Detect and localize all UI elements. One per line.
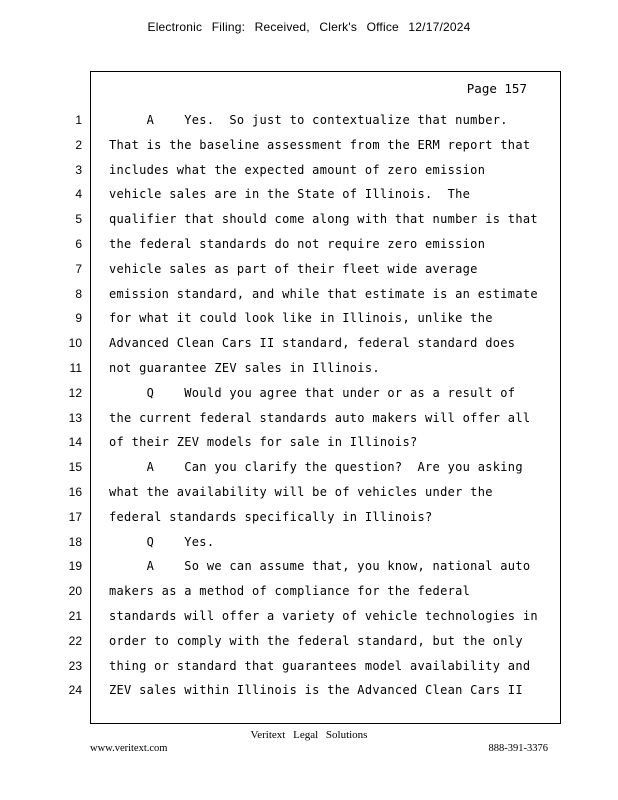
transcript-line xyxy=(0,331,618,356)
line-text: vehicle sales as part of their fleet wide average xyxy=(109,261,478,276)
transcript-line xyxy=(0,133,618,158)
transcript-line xyxy=(0,654,618,679)
filing-stamp: Electronic Filing: Received, Clerk's Office 12/17/2024 xyxy=(147,20,471,34)
line-text: Q Yes. xyxy=(109,534,215,549)
line-number: 3 xyxy=(75,162,82,177)
line-number: 17 xyxy=(68,509,82,524)
page-number: Page 157 xyxy=(466,81,527,96)
line-text: the federal standards do not require zero emission xyxy=(109,237,486,251)
line-number: 16 xyxy=(68,485,82,499)
transcript-line xyxy=(0,406,618,431)
transcript-line xyxy=(0,207,618,232)
line-text: not guarantee ZEV sales in Illinois. xyxy=(109,361,380,375)
transcript-line xyxy=(0,480,618,505)
transcript-line xyxy=(0,505,618,530)
transcript-line xyxy=(0,381,618,406)
line-text: Advanced Clean Cars II standard, federal standard does xyxy=(109,336,516,351)
transcript-line xyxy=(0,257,618,282)
line-text: A Yes. So just to contextualize that number. xyxy=(109,113,508,127)
line-number: 5 xyxy=(75,212,82,227)
transcript-line xyxy=(0,430,618,455)
line-text: A Can you clarify the question? Are you asking xyxy=(109,460,523,475)
footer-company: Veritext Legal Solutions xyxy=(250,729,368,741)
transcript-line xyxy=(0,678,618,703)
line-number: 8 xyxy=(75,286,82,301)
line-text: That is the baseline assessment from the ERM report that xyxy=(109,137,531,152)
transcript-line xyxy=(0,554,618,579)
line-text: of their ZEV models for sale in Illinois? xyxy=(109,435,418,450)
line-number: 10 xyxy=(68,336,82,351)
line-text: makers as a method of compliance for the federal xyxy=(109,584,471,599)
line-number: 7 xyxy=(75,261,82,276)
transcript-line xyxy=(0,530,618,555)
line-number: 15 xyxy=(68,460,82,475)
transcript-line xyxy=(0,182,618,207)
transcript-line xyxy=(0,232,618,257)
footer-website: www.veritext.com xyxy=(90,743,168,754)
line-text: emission standard, and while that estimate is an estimate xyxy=(109,286,538,301)
line-number: 13 xyxy=(68,410,82,425)
transcript-line xyxy=(0,282,618,307)
line-text: vehicle sales are in the State of Illinois. The xyxy=(109,187,471,202)
line-number: 19 xyxy=(68,559,82,574)
footer-phone: 888-391-3376 xyxy=(488,743,548,754)
transcript-line xyxy=(0,158,618,183)
transcript-line xyxy=(0,108,618,133)
line-number: 1 xyxy=(75,113,82,127)
line-number: 11 xyxy=(69,361,82,375)
line-number: 22 xyxy=(68,633,82,648)
line-text: federal standards specifically in Illinois? xyxy=(109,509,433,524)
line-number: 12 xyxy=(68,385,82,400)
transcript-line xyxy=(0,629,618,654)
line-text: ZEV sales within Illinois is the Advanced Clean Cars II xyxy=(109,683,523,698)
line-number: 23 xyxy=(68,658,82,673)
line-number: 4 xyxy=(75,187,82,202)
line-text: the current federal standards auto makers will offer all xyxy=(109,410,531,425)
transcript-line xyxy=(0,579,618,604)
line-number: 2 xyxy=(75,137,82,152)
line-number: 18 xyxy=(68,534,82,549)
transcript-line xyxy=(0,604,618,629)
line-text: thing or standard that guarantees model availability and xyxy=(109,658,531,673)
transcript-line xyxy=(0,356,618,381)
line-number: 9 xyxy=(75,311,82,326)
line-number: 14 xyxy=(68,435,82,450)
line-number: 21 xyxy=(68,609,82,623)
transcript-line xyxy=(0,455,618,480)
line-text: Q Would you agree that under or as a result of xyxy=(109,385,516,400)
line-number: 24 xyxy=(68,683,82,698)
line-number: 6 xyxy=(75,237,82,251)
line-text: standards will offer a variety of vehicle technologies in xyxy=(109,609,538,623)
line-text: for what it could look like in Illinois, unlike the xyxy=(109,311,493,326)
line-text: order to comply with the federal standard, but the only xyxy=(109,633,523,648)
line-text: includes what the expected amount of zero emission xyxy=(109,162,486,177)
line-text: A So we can assume that, you know, national auto xyxy=(109,559,531,574)
line-text: what the availability will be of vehicles under the xyxy=(109,485,493,499)
line-number: 20 xyxy=(68,584,82,599)
line-text: qualifier that should come along with that number is that xyxy=(109,212,538,227)
transcript-line xyxy=(0,306,618,331)
